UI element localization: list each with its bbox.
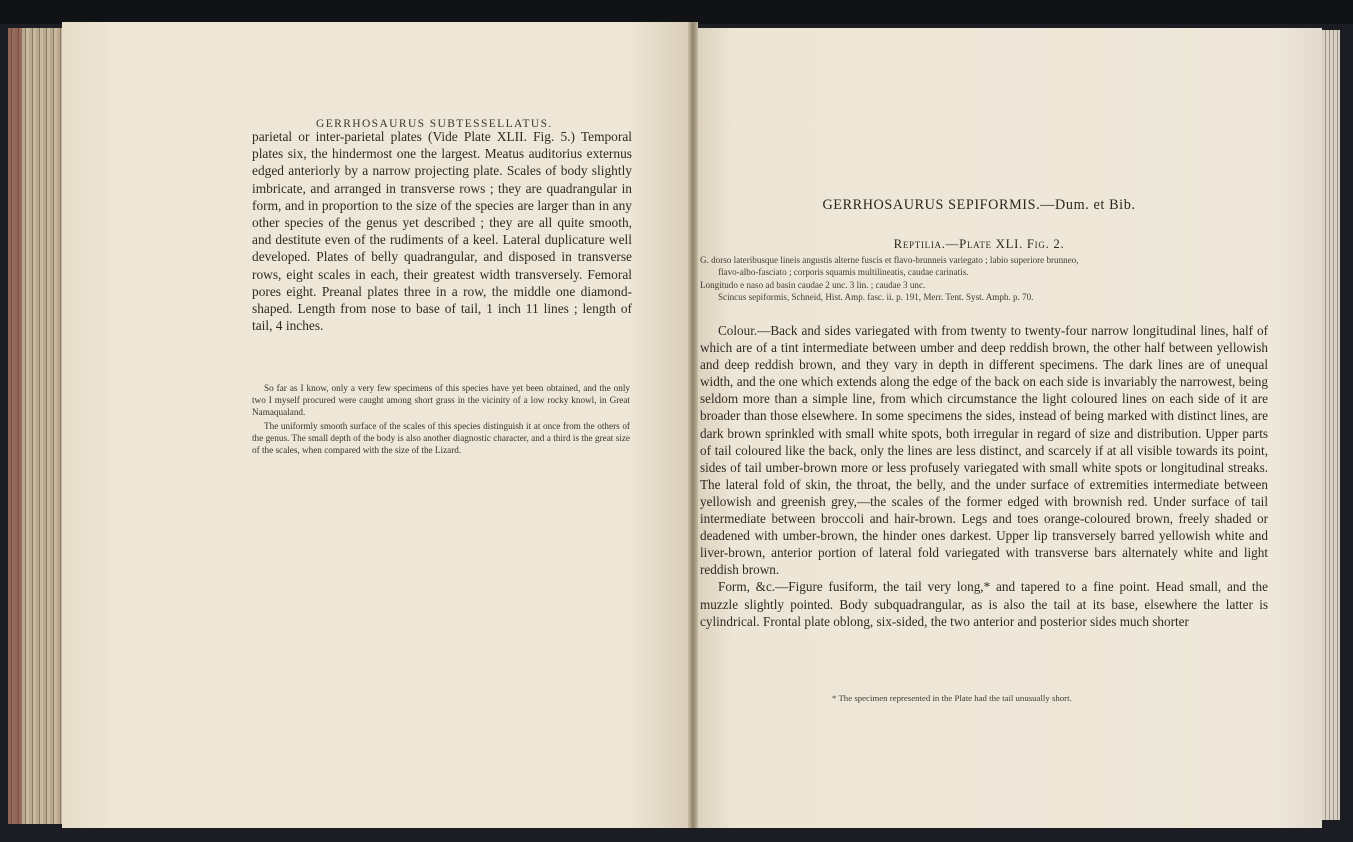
book-gutter [688, 22, 698, 828]
colour-paragraph: Colour.—Back and sides variegated with from twenty to twenty-four narrow longitudinal lines, half of which are of a tint intermediate between umber and deep reddish brown, the other half between yellowish and deep reddish brown, and they vary in depth in different specimens. The dark lines are of unequal width, and the one which extends along the edge of the back on each side is invariably the narrowest, being seldom more than a simple line, from which circumstance the light coloured lines on each side of it are broader than those elsewhere. In some specimens the sides, instead of being marked with distinct lines, are dark brown sprinkled with small white spots, both irregular in regard of size and distribution. Upper parts of tail coloured like the back, only the lines are less distinct, and scarcely if at all visible towards its point, sides of tail umber-brown more or less profusely variegated with small white spots or longitudinal streaks. The lateral fold of skin, the throat, the belly, and the under surface of extremities intermediate between yellowish and greenish grey,—the scales of the former edged with brownish red. Under surface of tail intermediate between broccoli and hair-brown. Legs and toes orange-coloured brown, freely shaded or deadened with umber-brown, the hinder ones darkest. Upper lip transversely barred yellowish white and liver-brown, anterior portion of lateral fold variegated with transverse bars alternately white and light reddish brown. [700, 323, 1268, 578]
species-title: GERRHOSAURUS SEPIFORMIS.—Dum. et Bib. [822, 197, 1136, 213]
latin-line-4: Scincus sepiformis, Schneid, Hist. Amp. fasc. ii. p. 191, Merr. Tent. Syst. Amph. p. 70. [718, 291, 1034, 302]
left-notes [252, 382, 630, 456]
left-body-text [252, 128, 632, 334]
latin-line-3: Longitudo e naso ad basin caudae 2 unc. 3 lin. ; caudae 3 unc. [700, 279, 926, 290]
latin-line-2: flavo-albo-fasciato ; corporis squamis multilineatis, caudae carinatis. [718, 267, 969, 278]
note-paragraph-1: So far as I know, only a very few specimens of this species have yet been obtained, and the only two I myself procured were caught among short grass in the vicinity of a low rocky knowl, in Great Namaqualand. [252, 383, 630, 418]
right-body-text [700, 322, 1268, 630]
scan-background [0, 0, 1353, 24]
form-paragraph: Form, &c.—Figure fusiform, the tail very long,* and tapered to a fine point. Head small, and the muzzle slightly pointed. Body subquadrangular, as is also the tail at its base, elsewhere the latter is cylindrical. Frontal plate oblong, six-sided, the two anterior and posterior sides much shorter [700, 579, 1268, 629]
latin-diagnosis [700, 254, 1266, 303]
footnote: * The specimen represented in the Plate had the tail unusually short. [832, 693, 1072, 703]
note-paragraph-2: The uniformly smooth surface of the scales of this species distinguish it at once from the others of the genus. The small depth of the body is also another diagnostic character, and a third is the great size of the scales, when compared with the size of the Lizard. [252, 420, 630, 456]
plate-reference: Reptilia.—Plate XLI. Fig. 2. [893, 237, 1065, 251]
latin-line-1: G. dorso lateribusque lineis angustis alterne fuscis et flavo-brunneis variegato ; labio superiore brunneo, [700, 255, 1079, 265]
left-paragraph: parietal or inter-parietal plates (Vide Plate XLII. Fig. 5.) Temporal plates six, the hindermost one the largest. Meatus auditorius externus edged anteriorly by a narrow projecting plate. Scales of body slightly imbricate, and arranged in transverse rows ; they are quadrangular in form, and in proportion to the size of the species are larger than in any other species of the genus yet described ; they are all quite smooth, and destitute even of the rudiments of a keel. Lateral duplicature well developed. Plates of belly quadrangular, and disposed in transverse rows, eight scales in each, their greatest width transversely. Femoral pores eight. Preanal plates three in a row, the middle one diamond-shaped. Length from nose to base of tail, 1 inch 11 lines ; length of tail, 4 inches. [252, 129, 632, 334]
running-head: GERRHOSAURUS SUBTESSELLATUS. [316, 118, 553, 130]
